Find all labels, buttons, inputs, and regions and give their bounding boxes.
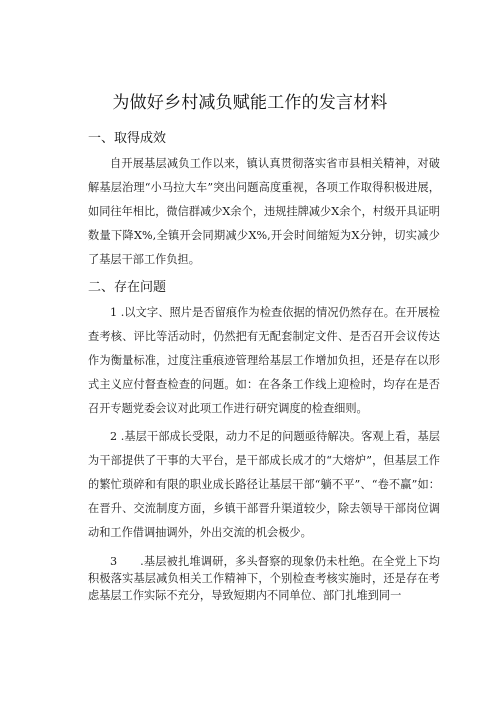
section-heading-problems: 二、存在问题: [88, 280, 167, 295]
section-heading-achievements: 一、取得成效: [88, 131, 167, 146]
paragraph-problem-1: 1 .以文字、照片是否留痕作为检查依据的情况仍然存在。在开展检查考核、评比等活动时，仍然把有无配套制定文件、是否召开会议传达作为衡量标准，过度注重痕迹管理给基层工作增加负担，还是存在以形式主义应付督查检查的问题。如：在各条工作线上迎检时，均存在是否召开专题党委会议对此项工作进行研究调度的检查细则。: [88, 306, 440, 415]
paragraph-achievements: 自开展基层减负工作以来，镇认真贯彻落实省市县相关精神，对破解基层治理“小马拉大车”突出问题高度重视，各项工作取得积极进展，如同往年相比，微信群减少X余个，违规挂牌减少X余个，村级开具证明数量下降X%,全镇开会同期减少X%,开会时间缩短为X分钟，切实减少了基层干部工作负担。: [88, 157, 440, 266]
paragraph-problem-3: 3 .基层被扎堆调研，多头督察的现象仍未杜绝。在全党上下均积极落实基层减负相关工作精神下，个别检查考核实施时，还是存在考虑基层工作实际不充分，导致短期内不同单位、部门扎堆到同一: [88, 555, 440, 602]
paragraph-problem-2: 2 .基层干部成长受限，动力不足的问题亟待解决。客观上看，基层为干部提供了干事的大平台，是干部成长成才的“大熔炉”，但基层工作的繁忙琐碎和有限的职业成长路径让基层干部“躺不平”、“卷不赢”如：在晋升、交流制度方面，乡镇干部晋升渠道较少，除去领导干部岗位调动和工作借调抽调外，外出交流的机会极少。: [88, 430, 440, 539]
document-title: 为做好乡村减负赋能工作的发言材料: [112, 93, 388, 113]
